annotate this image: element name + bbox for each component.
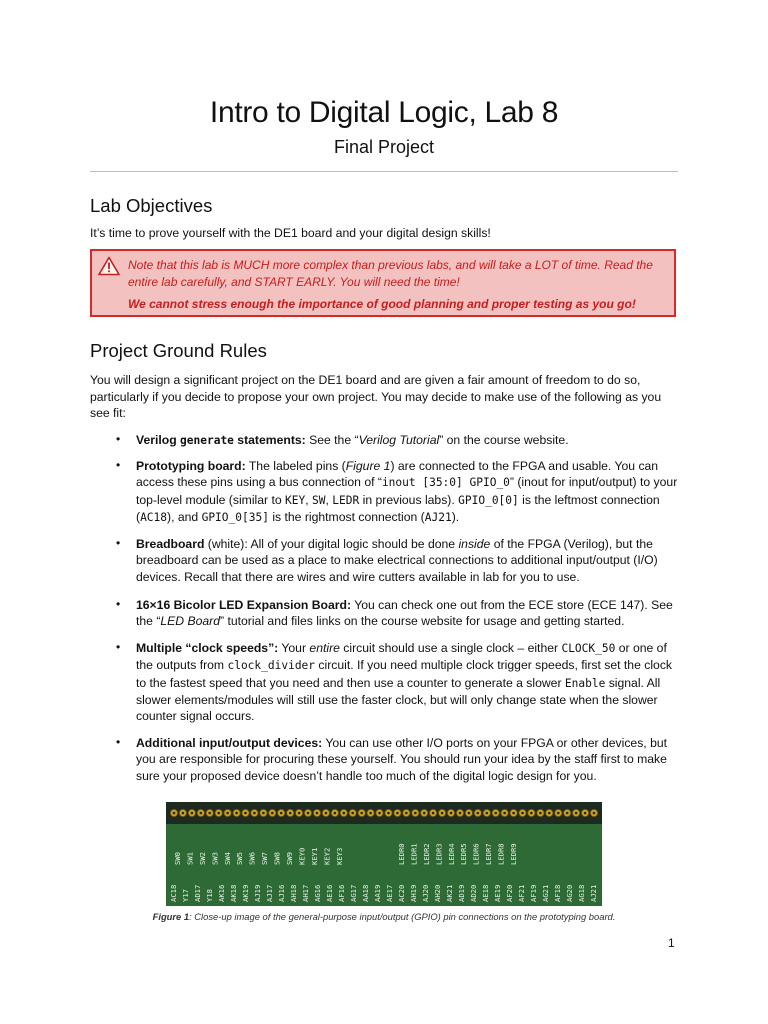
list-item-io-devices: Additional input/output devices: You can use other I/O ports on your FPGA or other devices, but you are responsible for procuring these yourself. You should run your idea by the staff first to make sure your proposed device doesn’t handle too much of the digital logic design for you. (136, 736, 668, 783)
header-pin-hole (494, 812, 497, 815)
top-pin-label: LEDR5 (459, 843, 469, 865)
bottom-pin-label: AE18 (481, 884, 490, 902)
bullet-icon: • (116, 640, 121, 654)
header-pin-hole (557, 812, 560, 815)
warning-box (90, 249, 676, 317)
warning-triangle-icon (98, 256, 120, 276)
top-pin-label: KEY2 (322, 847, 332, 865)
header-pin-hole (325, 812, 328, 815)
bottom-pin-label: AF21 (517, 884, 526, 902)
header-pin-hole (298, 812, 301, 815)
header-pin-hole (530, 812, 533, 815)
top-pin-label: SW6 (247, 852, 257, 865)
page-number: 1 (668, 936, 675, 950)
top-pin-label: LEDR0 (397, 843, 406, 865)
header-pin-hole (512, 812, 515, 815)
header-pin-hole (477, 812, 480, 815)
header-pin-hole (468, 812, 471, 815)
bullet-icon: • (116, 432, 121, 446)
header-pin-hole (280, 812, 283, 815)
header-pin-hole (566, 812, 569, 815)
header-pin-hole (271, 812, 274, 815)
top-pin-label: KEY0 (297, 847, 307, 865)
bottom-pin-label: AH18 (289, 884, 298, 902)
objectives-text: It’s time to prove yourself with the DE1 board and your digital design skills! (90, 226, 491, 240)
top-pin-label: SW1 (185, 852, 195, 865)
bottom-pin-label: Y17 (181, 889, 190, 902)
top-pin-label: SW5 (235, 852, 245, 865)
header-pin-hole (441, 812, 444, 815)
header-pin-hole (343, 812, 346, 815)
bottom-pin-label: AJ19 (253, 884, 262, 902)
header-pin-hole (307, 812, 310, 815)
header-pin-hole (182, 812, 185, 815)
bottom-pin-label: AJ21 (589, 884, 598, 902)
bottom-pin-label: AH20 (433, 884, 442, 902)
bottom-pin-label: Y18 (205, 889, 214, 902)
bottom-pin-label: AK18 (229, 884, 238, 902)
bullet-icon: • (116, 458, 121, 472)
bottom-pin-label: AJ17 (265, 884, 274, 902)
gpio-pin-board-drawing (166, 802, 602, 906)
header-pin-hole (486, 812, 489, 815)
bottom-pin-label: AA19 (373, 884, 382, 902)
bottom-pin-label: AK19 (241, 884, 250, 902)
title-divider (90, 171, 678, 172)
list-item-breadboard: Breadboard (white): All of your digital logic should be done inside of the FPGA (Verilog), but the breadboard can be used as a place to make electrical connections to additional input/output (I/O) devices. Recall that there are wires and wire cutters available in lab for you to use. (136, 537, 658, 584)
header-pin-hole (432, 812, 435, 815)
bottom-pin-label: AH19 (409, 884, 418, 902)
section-heading-objectives: Lab Objectives (90, 195, 213, 216)
list-item-led-board: 16×16 Bicolor LED Expansion Board: You can check one out from the ECE store (ECE 147). See the “LED Board” tutorial and files links on the course website for usage and getting started. (136, 598, 673, 629)
header-pin-hole (521, 812, 524, 815)
top-pin-label: LEDR7 (484, 843, 494, 865)
bottom-pin-label: AG20 (565, 884, 574, 902)
bottom-pin-label: AG16 (313, 884, 322, 902)
figure-caption: Figure 1: Close-up image of the general-purpose input/output (GPIO) pin connections on the prototyping board. (152, 911, 616, 922)
bullet-icon: • (116, 536, 121, 550)
bottom-pin-label: AG18 (577, 884, 586, 902)
top-pin-label: SW4 (222, 852, 232, 865)
top-pin-label: SW8 (272, 852, 282, 865)
top-pin-label: LEDR8 (496, 843, 506, 865)
header-pin-hole (244, 812, 247, 815)
bottom-pin-label: AF19 (529, 884, 538, 902)
header-pin-hole (191, 812, 194, 815)
bottom-pin-label: AD19 (457, 884, 466, 902)
bottom-pin-label: AK21 (445, 884, 454, 902)
header-pin-hole (360, 812, 363, 815)
top-pin-label: SW2 (197, 852, 207, 865)
section-heading-rules: Project Ground Rules (90, 340, 267, 361)
bottom-pin-label: AF16 (337, 884, 346, 902)
header-pin-hole (593, 812, 596, 815)
header-pin-hole (405, 812, 408, 815)
header-pin-hole (575, 812, 578, 815)
bottom-pin-label: AF20 (505, 884, 514, 902)
top-pin-label: SW0 (173, 852, 182, 865)
header-pin-hole (226, 812, 229, 815)
top-pin-label: SW3 (210, 852, 220, 865)
header-pin-hole (503, 812, 506, 815)
bottom-pin-label: AF18 (553, 884, 562, 902)
top-pin-label: LEDR1 (409, 843, 419, 865)
bottom-pin-label: AH17 (301, 884, 310, 902)
bottom-pin-label: AG17 (349, 884, 358, 902)
header-pin-hole (253, 812, 256, 815)
bottom-pin-label: AJ16 (277, 884, 286, 902)
header-pin-hole (459, 812, 462, 815)
list-item-prototyping-board: Prototyping board: The labeled pins (Figure 1) are connected to the FPGA and usable. You can access these pins using a bus connection of “inout [35:0] GPIO_0” (inout for input/output) to your top-level module (similar to KEY, SW, LEDR in previous labs). GPIO_0[0] is the leftmost connection (AC18), and GPIO_0[35] is the rightmost connection (AJ21). (136, 459, 678, 524)
header-pin-hole (387, 812, 390, 815)
bottom-pin-label: AE17 (385, 884, 394, 902)
bottom-pin-label: AJ20 (421, 884, 430, 902)
bottom-pin-label: AK16 (217, 884, 226, 902)
bottom-pin-label: AA18 (361, 884, 370, 902)
top-pin-label: KEY1 (309, 847, 319, 865)
top-pin-label: SW9 (285, 852, 294, 865)
top-pin-label: LEDR9 (509, 843, 518, 865)
bullet-icon: • (116, 597, 121, 611)
bottom-pin-label: AG21 (541, 884, 550, 902)
header-pin-hole (289, 812, 292, 815)
header-pin-hole (200, 812, 203, 815)
header-pin-hole (414, 812, 417, 815)
top-pin-label: SW7 (260, 852, 270, 865)
header-pin-hole (173, 812, 176, 815)
bottom-pin-label: AD20 (469, 884, 478, 902)
header-pin-hole (334, 812, 337, 815)
bottom-pin-label: AC18 (169, 884, 178, 902)
top-pin-label: KEY3 (334, 847, 344, 865)
header-pin-hole (548, 812, 551, 815)
top-pin-label: LEDR4 (446, 843, 456, 865)
header-pin-hole (584, 812, 587, 815)
list-item-clock-speeds: Multiple “clock speeds”: Your entire circuit should use a single clock – either CLOCK_50 or one of the outputs from clock_divider circuit. If you need multiple clock trigger speeds, first set the clock to the fastest speed that you need and then use a counter to generate a slower Enable signal. All slower elements/modules will still use the faster clock, but will only change state when the slower counter signal occurs. (136, 641, 673, 724)
header-pin-hole (217, 812, 220, 815)
top-pin-label: LEDR2 (421, 843, 431, 865)
bottom-pin-label: AE19 (493, 884, 502, 902)
header-pin-hole (369, 812, 372, 815)
bottom-pin-label: AD17 (193, 884, 202, 902)
header-pin-hole (396, 812, 399, 815)
header-pin-hole (539, 812, 542, 815)
list-item-verilog-generate: Verilog generate statements: See the “Verilog Tutorial” on the course website. (136, 433, 569, 447)
header-pin-hole (351, 812, 354, 815)
header-pin-hole (235, 812, 238, 815)
top-pin-label: LEDR6 (471, 843, 481, 865)
rules-intro: You will design a significant project on the DE1 board and are given a fair amount of freedom to do so, particularly if you decide to propose your own project. You may decide to make use of the following as you see fit: (90, 373, 662, 420)
header-pin-hole (262, 812, 265, 815)
warning-text: Note that this lab is MUCH more complex than previous labs, and will take a LOT of time. Read the entire lab carefully, and START EARLY. You will need the time! (128, 258, 653, 289)
header-pin-hole (423, 812, 426, 815)
header-pin-hole (208, 812, 211, 815)
header-pin-hole (378, 812, 381, 815)
warning-emphasis: We cannot stress enough the importance of good planning and proper testing as you go! (128, 297, 636, 311)
bullet-icon: • (116, 735, 121, 749)
bottom-pin-label: AE16 (325, 884, 334, 902)
header-pin-hole (450, 812, 453, 815)
bottom-pin-label: AC20 (397, 884, 406, 902)
header-pin-hole (316, 812, 319, 815)
page-title: Intro to Digital Logic, Lab 8 (209, 96, 559, 129)
page-subtitle: Final Project (333, 137, 435, 157)
top-pin-label: LEDR3 (434, 843, 444, 865)
gpio-pin-photo (166, 802, 602, 906)
